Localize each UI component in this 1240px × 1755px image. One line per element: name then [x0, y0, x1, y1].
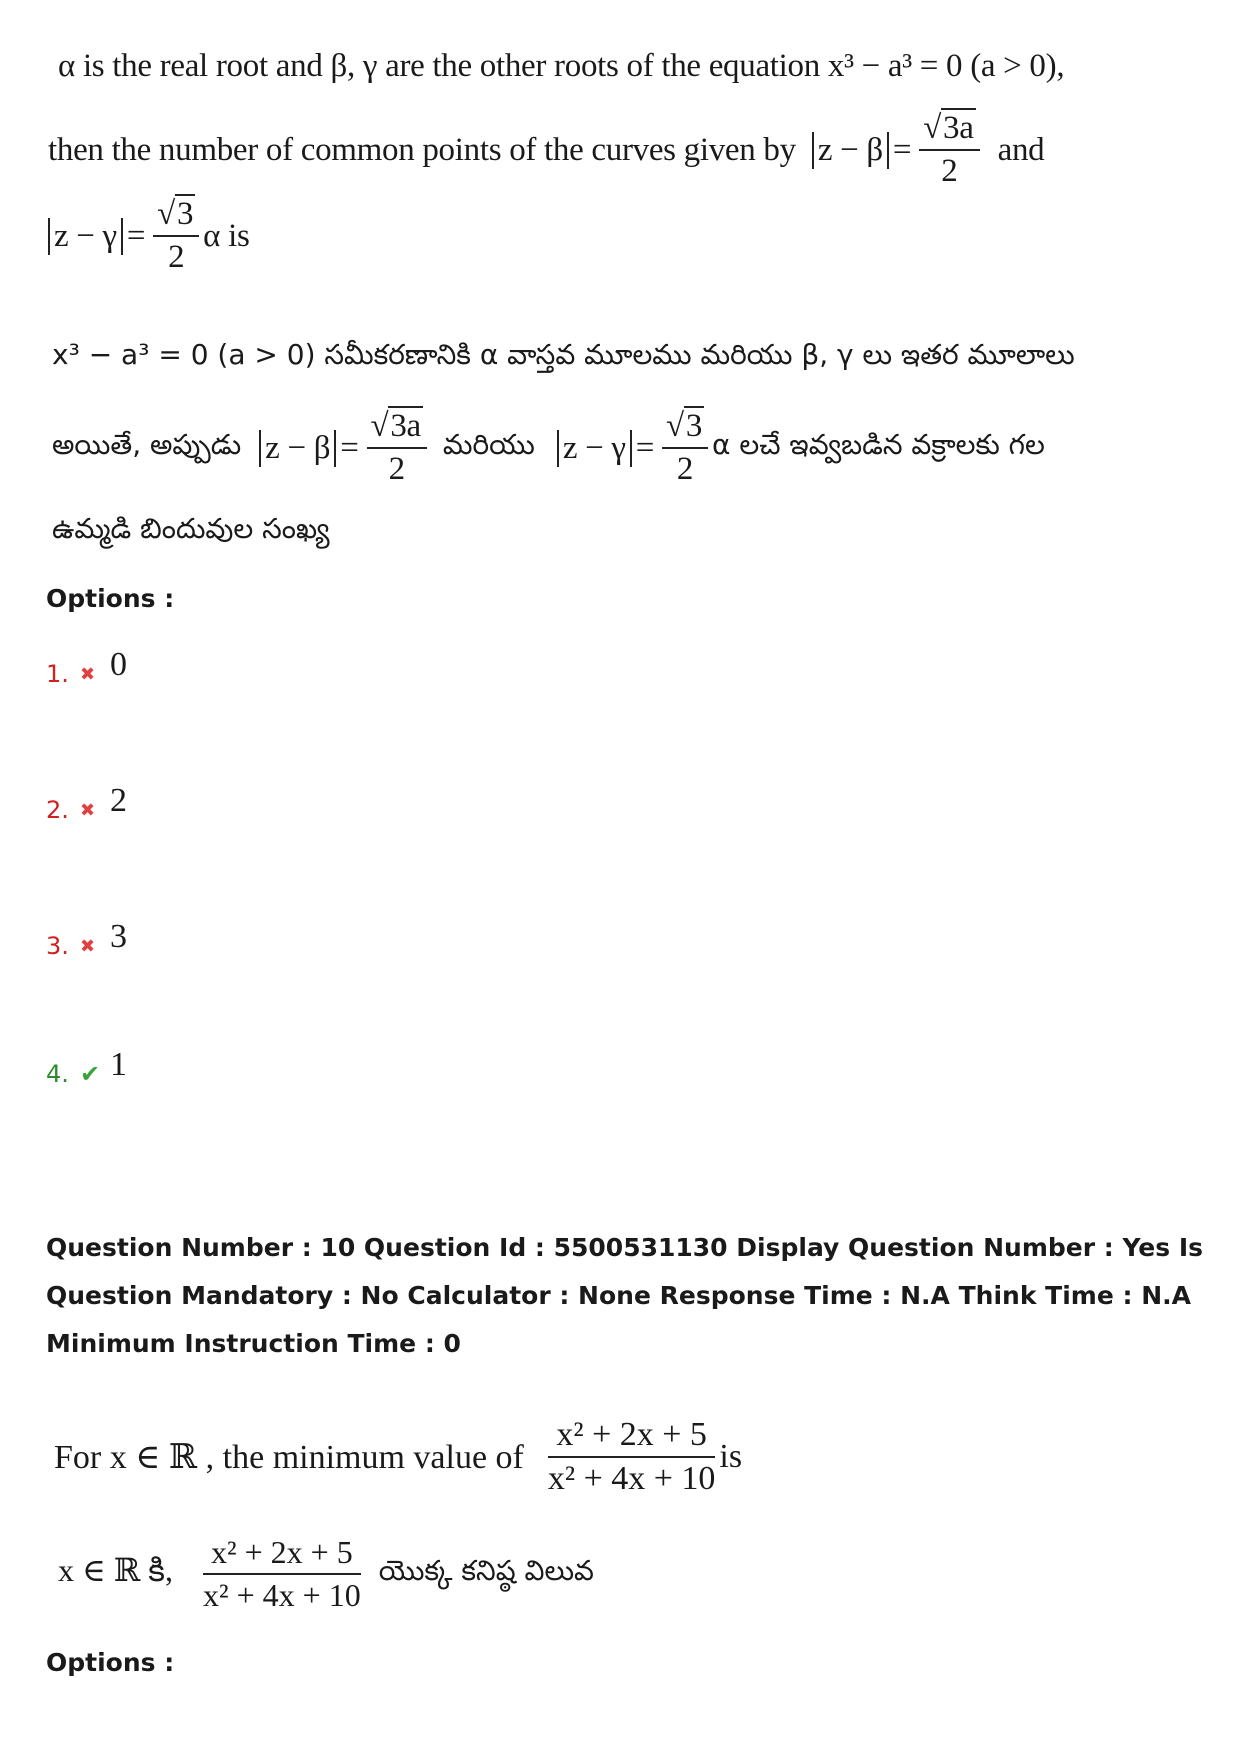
- wrong-icon: ✖: [80, 935, 96, 957]
- option-value: 1: [110, 1046, 127, 1083]
- fraction-sqrt3-over-2-b: $\frac{√3}{2}$: [662, 408, 708, 488]
- telugu-given-curves: α లచే ఇవ్వబడిన వక్రాలకు గల: [712, 428, 1045, 461]
- telugu-and: మరియు: [442, 428, 535, 461]
- abs-z-beta: z − β: [812, 132, 889, 169]
- q10-telugu-fraction: $\frac{\text{x² + 2x + 5}}{\text{x² + 4x + 10}}$: [203, 1534, 361, 1613]
- equals: =: [126, 217, 146, 254]
- q10-prefix: For x ∈ ℝ , the minimum value of: [54, 1439, 524, 1476]
- option-4[interactable]: [46, 1046, 127, 1088]
- option-number: 2.: [46, 796, 69, 824]
- option-3[interactable]: [46, 918, 127, 960]
- q10-fraction: [548, 1416, 716, 1498]
- wrong-icon: ✖: [80, 663, 96, 685]
- option-number: 1.: [46, 660, 69, 688]
- option-value: 0: [110, 646, 127, 683]
- q10-suffix: is: [719, 1438, 743, 1475]
- wrong-icon: ✖: [80, 799, 96, 821]
- sqrt-symbol: √3a: [923, 110, 974, 146]
- question-meta: Question Number : 10 Question Id : 5500531130 Display Question Number : Yes Is Question Mandatory : No Calculator : None Response Time : N.A Think Time : N.A Minimum Instruction Time : 0: [46, 1233, 1204, 1358]
- q10-denominator: x² + 4x + 10: [547, 1460, 716, 1497]
- abs-z-gamma-2: z − γ: [557, 430, 632, 467]
- q10-telugu-prefix: x ∈ ℝ కి,: [58, 1552, 173, 1588]
- q9-telugu-line2: [52, 408, 1045, 488]
- telugu-then: అయితే, అప్పుడు: [52, 428, 242, 461]
- options-label-2: Options :: [46, 1648, 175, 1677]
- q10-english: [54, 1416, 742, 1498]
- options-label: Options :: [46, 584, 175, 613]
- abs-z-gamma: z − γ: [48, 218, 123, 255]
- and-word: and: [997, 131, 1045, 168]
- q9-telugu-line1: x³ − a³ = 0 (a > 0) సమీకరణానికి α వాస్తవ మూలము మరియు β, γ లు ఇతర మూలాలు: [52, 338, 1075, 371]
- equals: =: [635, 429, 655, 466]
- q10-telugu: [58, 1534, 594, 1614]
- q9-line1: α is the real root and β, γ are the other roots of the equation x³ − a³ = 0 (a > 0),: [58, 48, 1065, 84]
- alpha-is: α is: [203, 217, 250, 254]
- equals: =: [340, 429, 359, 466]
- equals: =: [892, 131, 912, 168]
- q9-line3: [48, 196, 250, 276]
- q10-numerator: x² + 2x + 5: [548, 1416, 716, 1458]
- option-value: 2: [110, 782, 127, 819]
- option-value: 3: [110, 918, 127, 955]
- option-2[interactable]: [46, 782, 127, 824]
- q9-line2-prefix: then the number of common points of the curves given by: [48, 131, 796, 168]
- option-1[interactable]: [46, 646, 127, 688]
- fraction-sqrt3a-over-2: [919, 110, 979, 190]
- fraction-sqrt3-over-2: $\frac{√3}{2}$: [153, 196, 199, 276]
- q9-telugu-line3: ఉమ్మడి బిందువుల సంఖ్య: [52, 512, 330, 545]
- option-number: 4.: [46, 1060, 69, 1088]
- denominator: 2: [941, 153, 958, 189]
- check-icon: ✔: [80, 1060, 101, 1088]
- fraction-sqrt3a-over-2-b: $\frac{√3a}{2}$: [367, 408, 427, 488]
- q9-line2: [48, 110, 1044, 190]
- q10-telugu-suffix: యొక్క కనిష్ఠ విలువ: [378, 1554, 594, 1587]
- option-number: 3.: [46, 932, 69, 960]
- abs-z-beta-2: z − β: [259, 430, 336, 467]
